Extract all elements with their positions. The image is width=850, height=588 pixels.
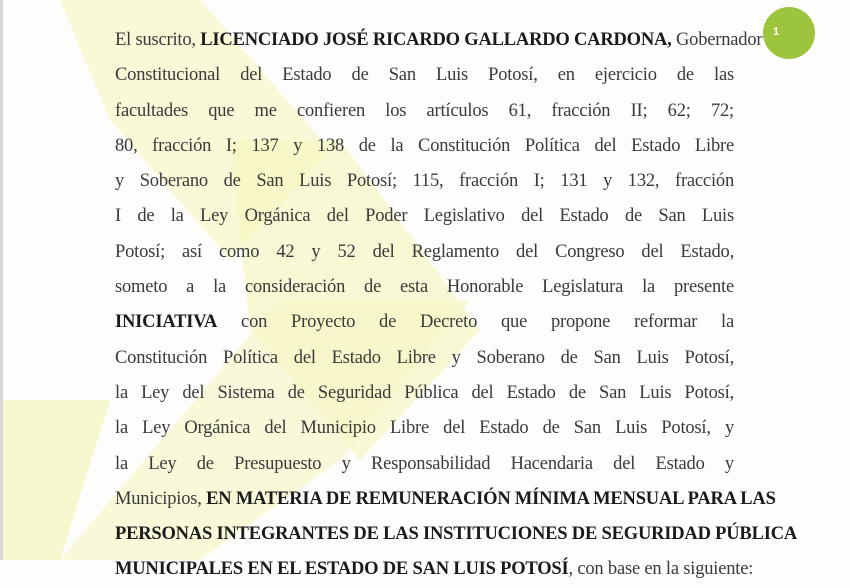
text-run: y Soberano de San Luis Potosí; 115, fracción I; 131 y 132, fracción	[115, 171, 734, 192]
paragraph-line	[115, 341, 734, 376]
page-edge	[0, 0, 3, 560]
text-run: El suscrito,	[115, 30, 201, 50]
paragraph-line	[115, 94, 734, 129]
paragraph-line	[115, 129, 734, 164]
paragraph-line	[115, 270, 734, 305]
text-run: someto a la consideración de esta Honorable Legislatura la presente	[115, 277, 734, 298]
bold-text: PERSONAS INTEGRANTES DE LAS INSTITUCIONES DE SEGURIDAD PÚBLICA	[115, 524, 798, 545]
paragraph-line	[115, 411, 734, 446]
paragraph-line	[115, 552, 754, 587]
text-run: Constitución Política del Estado Libre y Soberano de San Luis Potosí,	[115, 347, 734, 368]
text-run: , con base en la siguiente:	[568, 559, 754, 580]
text-run: Constitucional del Estado de San Luis Potosí, en ejercicio de las	[115, 65, 734, 86]
paragraph-line	[115, 199, 734, 234]
paragraph-line	[115, 164, 734, 199]
paragraph-line	[115, 482, 776, 517]
text-run: Gobernador	[671, 30, 763, 50]
text-run: facultades que me confieren los artículos 61, fracción II; 62; 72;	[115, 100, 734, 121]
text-run: la Ley de Presupuesto y Responsabilidad Hacendaria del Estado y	[115, 453, 734, 474]
text-run: la Ley Orgánica del Municipio Libre del Estado de San Luis Potosí, y	[115, 418, 734, 439]
text-run: Municipios,	[115, 488, 207, 509]
paragraph-line	[115, 235, 734, 270]
paragraph-line	[115, 58, 734, 93]
bold-text: INICIATIVA	[115, 312, 218, 333]
bold-text: LICENCIADO JOSÉ RICARDO GALLARDO CARDONA,	[200, 30, 672, 50]
text-run: Potosí; así como 42 y 52 del Reglamento del Congreso del Estado,	[115, 241, 734, 262]
paragraph-line	[115, 376, 734, 411]
paragraph-line	[115, 23, 763, 58]
document-body	[115, 0, 798, 588]
page-number-badge	[763, 7, 815, 59]
paragraph-line	[115, 447, 734, 482]
text-run: con Proyecto de Decreto que propone reformar la	[217, 312, 734, 333]
text-run: 80, fracción I; 137 y 138 de la Constitución Política del Estado Libre	[115, 135, 734, 156]
paragraph-line	[115, 517, 798, 552]
bold-text: MUNICIPALES EN EL ESTADO DE SAN LUIS POTOSÍ	[115, 559, 569, 580]
text-run: la Ley del Sistema de Seguridad Pública del Estado de San Luis Potosí,	[115, 382, 734, 403]
page-number: 1	[773, 26, 780, 38]
text-run: I de la Ley Orgánica del Poder Legislativo del Estado de San Luis	[115, 206, 734, 227]
bold-text: EN MATERIA DE REMUNERACIÓN MÍNIMA MENSUAL PARA LAS	[206, 488, 776, 509]
paragraph-line	[115, 305, 734, 340]
